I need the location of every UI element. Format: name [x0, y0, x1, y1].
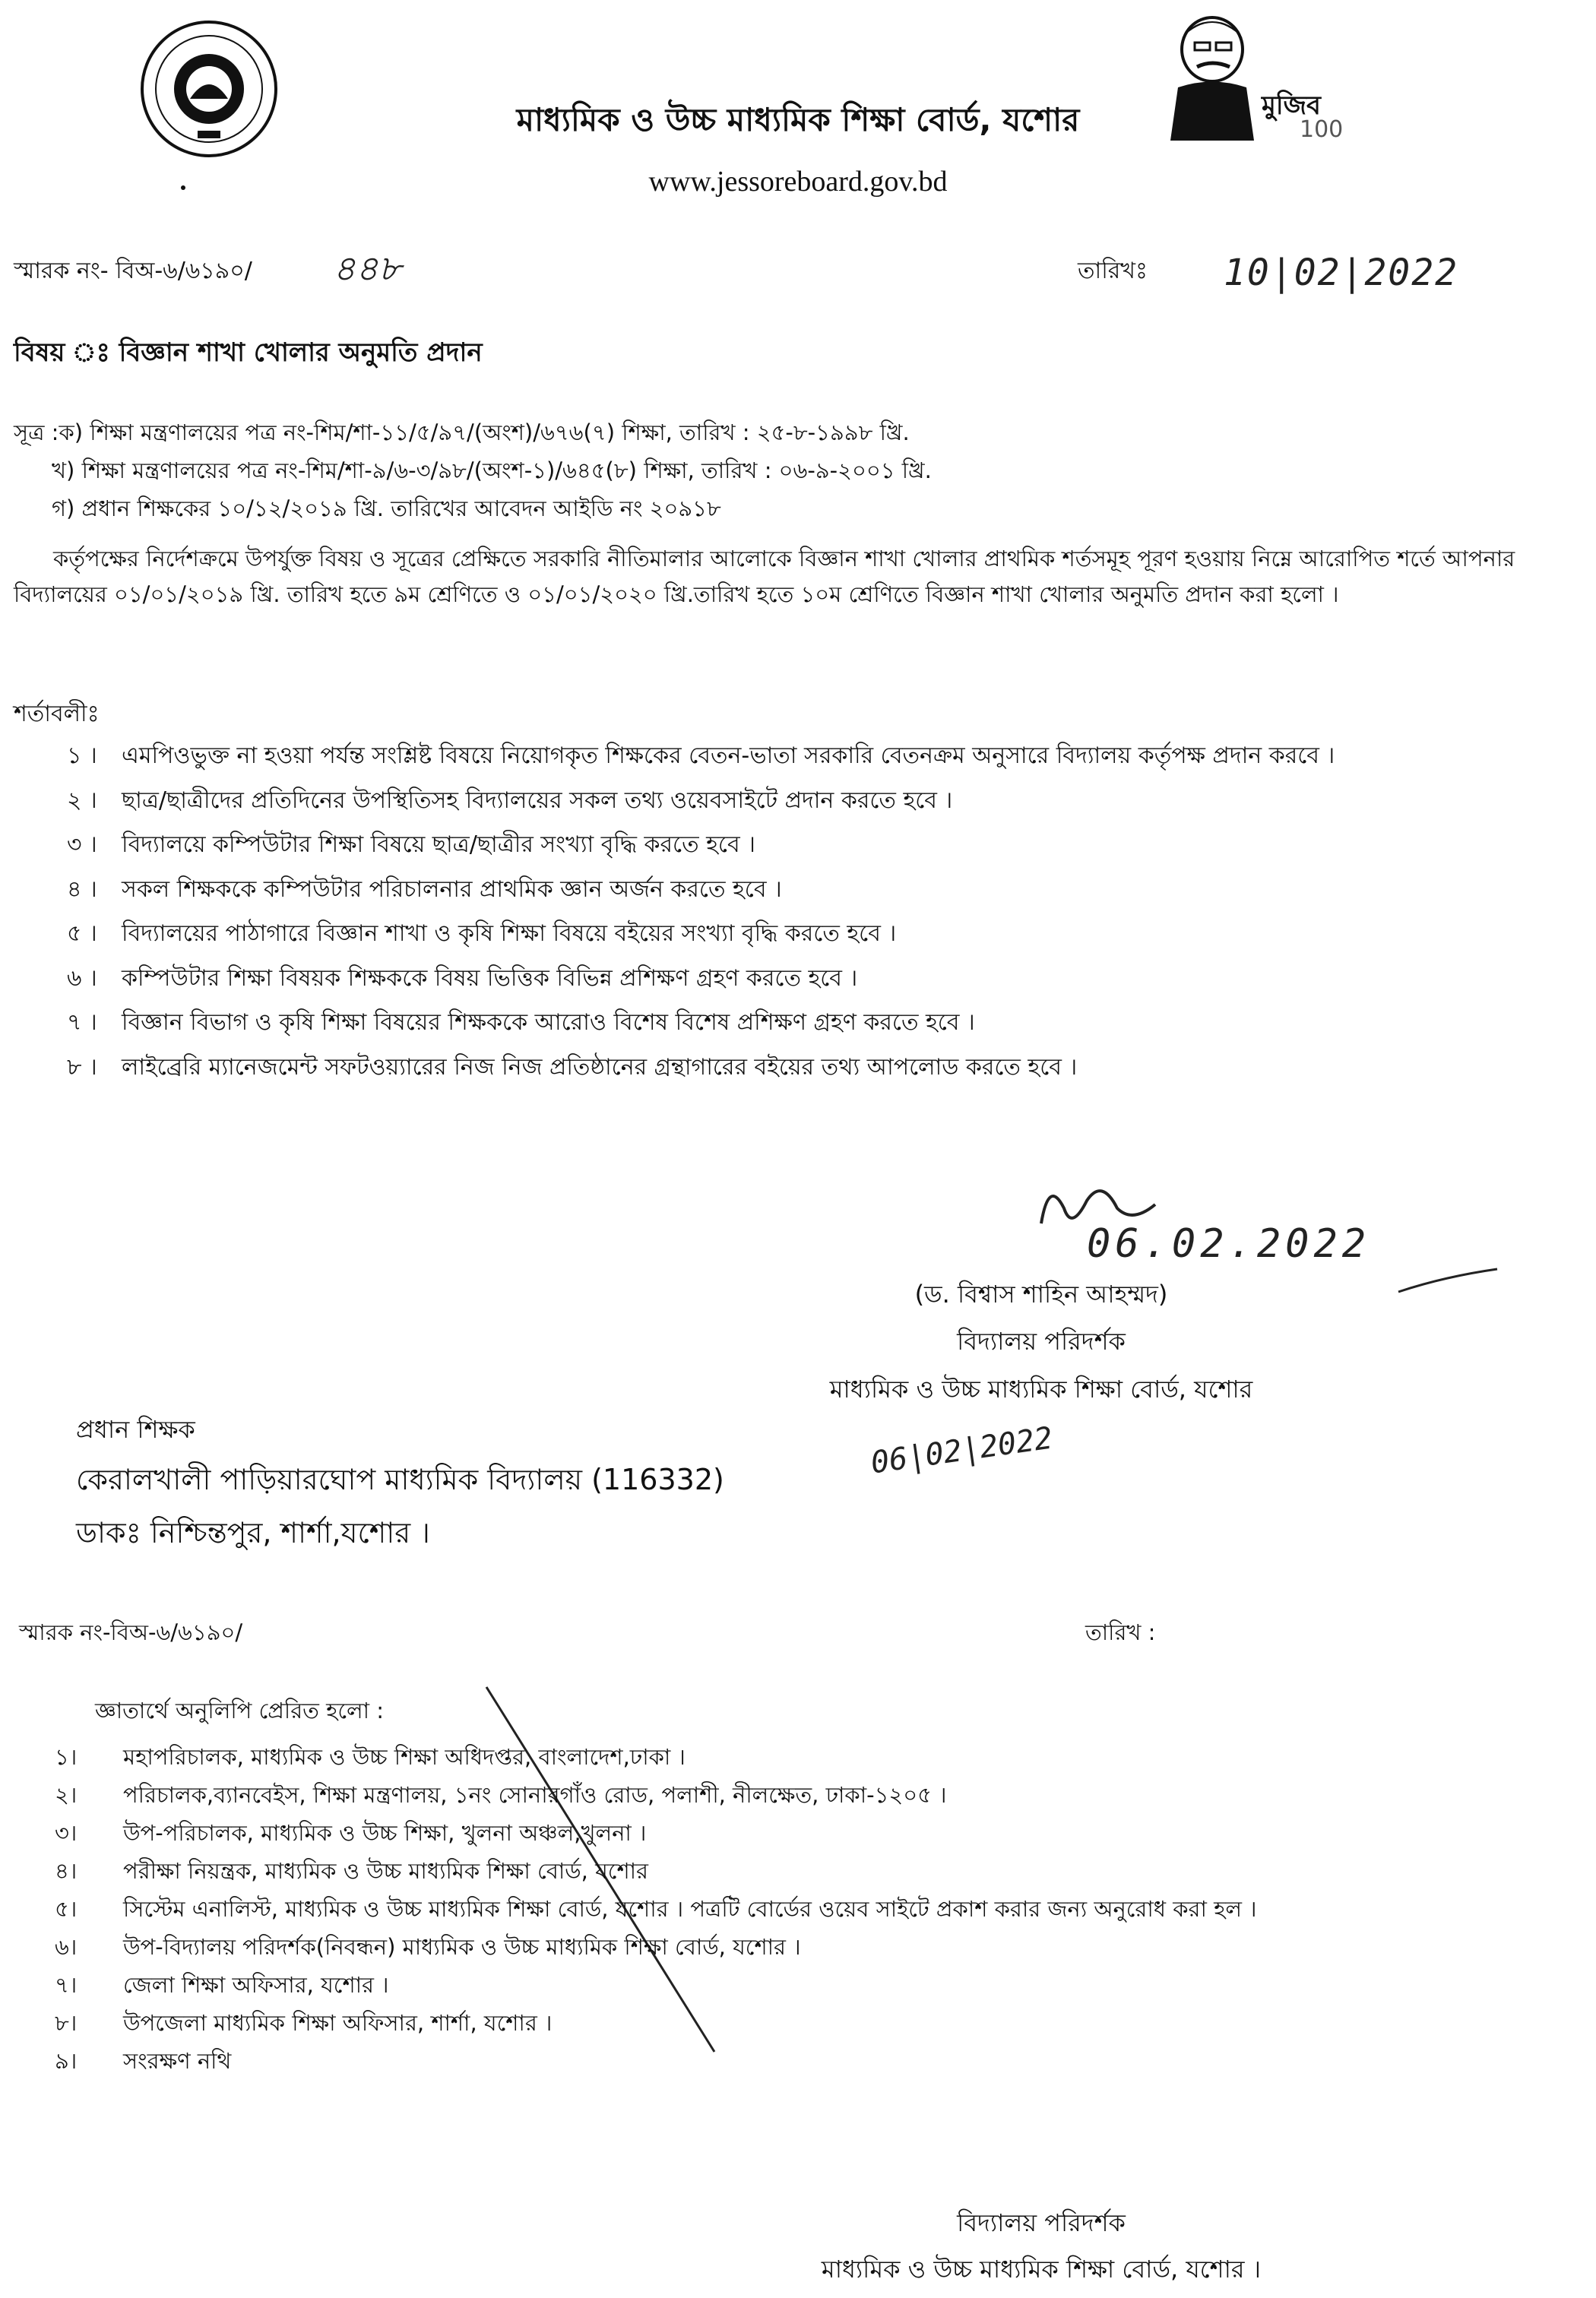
- copy-number: ৯।: [55, 2048, 78, 2074]
- condition-text: বিদ্যালয়ে কম্পিউটার শিক্ষা বিষয়ে ছাত্র/ছাত্রীর সংখ্যা বৃদ্ধি করতে হবে ।: [122, 831, 755, 858]
- conditions-list: [67, 739, 1579, 1094]
- condition-number: ৩ ।: [67, 831, 97, 858]
- board-website: www.jessoreboard.gov.bd: [648, 166, 948, 198]
- conditions-heading: শর্তাবলীঃ: [14, 701, 100, 727]
- condition-item: [67, 916, 1579, 952]
- condition-number: ৪ ।: [67, 875, 97, 903]
- copy-number: ৬।: [55, 1934, 78, 1960]
- copy-item: [55, 2042, 1567, 2080]
- copy-number: ২।: [55, 1782, 78, 1808]
- copy-item: [55, 1966, 1567, 2004]
- copy-number: ৭।: [55, 1972, 78, 1998]
- signature-block: [775, 1271, 1307, 1413]
- date-label: তারিখঃ: [1078, 258, 1148, 284]
- copy-number: ৪।: [55, 1858, 78, 1884]
- body-paragraph: কর্তৃপক্ষের নির্দেশক্রমে উপর্যুক্ত বিষয় ও সূত্রের প্রেক্ষিতে সরকারি নীতিমালার আলোকে বিজ্ঞান শাখা খোলার প্রাথমিক শর্তসমূহ পূরণ হওয়ায় নিম্নে আরোপিত শর্তে আপনার বিদ্যালয়ের ০১/০১/২০১৯ খ্রি. তারিখ হতে ৯ম শ্রেণিতে ও ০১/০১/২০২০ খ্রি.তারিখ হতে ১০ম শ্রেণিতে বিজ্ঞান শাখা খোলার অনুমতি প্রদান করা হলো ।: [14, 546, 1515, 607]
- condition-number: ১ ।: [67, 742, 97, 769]
- condition-item: [67, 961, 1579, 997]
- dot-mark: [181, 185, 185, 190]
- handwritten-initial-date: 06|02|2022: [868, 1420, 1055, 1481]
- condition-text: বিদ্যালয়ের পাঠাগারে বিজ্ঞান শাখা ও কৃষি শিক্ষা বিষয়ে বইয়ের সংখ্যা বৃদ্ধি করতে হবে ।: [122, 920, 897, 947]
- handwritten-memo-number: ৪৪৮: [333, 248, 401, 289]
- final-office: মাধ্যমিক ও উচ্চ মাধ্যমিক শিক্ষা বোর্ড, যশোর ।: [821, 2254, 1262, 2284]
- condition-item: [67, 828, 1579, 863]
- copy-text: পরীক্ষা নিয়ন্ত্রক, মাধ্যমিক ও উচ্চ মাধ্যমিক শিক্ষা বোর্ড, যশোর: [123, 1858, 648, 1884]
- reference-a: সূত্র :ক) শিক্ষা মন্ত্রণালয়ের পত্র নং-শিম/শা-১১/৫/৯৭/(অংশ)/৬৭৬(৭) শিক্ষা, তারিখ : ২৫-৮-১৯৯৮ খ্রি.: [14, 419, 910, 445]
- handwritten-date: 10|02|2022: [1224, 252, 1458, 294]
- condition-text: ছাত্র/ছাত্রীদের প্রতিদিনের উপস্থিতিসহ বিদ্যালয়ের সকল তথ্য ওয়েবসাইটে প্রদান করতে হবে ।: [122, 787, 953, 814]
- reference-b: খ) শিক্ষা মন্ত্রণালয়ের পত্র নং-শিম/শা-৯/৬-৩/৯৮/(অংশ-১)/৬৪৫(৮) শিক্ষা, তারিখ : ০৬-৯-২০০১ খ্রি.: [52, 457, 932, 483]
- condition-text: এমপিওভুক্ত না হওয়া পর্যন্ত সংশ্লিষ্ট বিষয়ে নিয়োগকৃত শিক্ষকের বেতন-ভাতা সরকারি বেতনক্রম অনুসারে বিদ্যালয় কর্তৃপক্ষ প্রদান করবে ।: [122, 742, 1335, 769]
- copy-item: [55, 1890, 1567, 1928]
- subject-line: বিষয় ঃ বিজ্ঞান শাখা খোলার অনুমতি প্রদান: [14, 337, 483, 368]
- reference-c: গ) প্রধান শিক্ষকের ১০/১২/২০১৯ খ্রি. তারিখের আবেদন আইডি নং ২০৯১৮: [52, 495, 721, 521]
- copy-text: জেলা শিক্ষা অফিসার, যশোর ।: [123, 1972, 389, 1998]
- condition-item: [67, 1050, 1579, 1086]
- copy-text: সিস্টেম এনালিস্ট, মাধ্যমিক ও উচ্চ মাধ্যমিক শিক্ষা বোর্ড, যশোর । পত্রটি বোর্ডের ওয়েব সাইটে প্রকাশ করার জন্য অনুরোধ করা হল ।: [123, 1896, 1257, 1922]
- condition-text: কম্পিউটার শিক্ষা বিষয়ক শিক্ষককে বিষয় ভিত্তিক বিভিন্ন প্রশিক্ষণ গ্রহণ করতে হবে ।: [122, 964, 858, 992]
- copy-intro: জ্ঞাতার্থে অনুলিপি প্রেরিত হলো :: [95, 1698, 385, 1724]
- signatory-office: মাধ্যমিক ও উচ্চ মাধ্যমিক শিক্ষা বোর্ড, যশোর: [829, 1374, 1253, 1404]
- copy-text: উপজেলা মাধ্যমিক শিক্ষা অফিসার, শার্শা, যশোর ।: [123, 2010, 553, 2036]
- copy-text: পরিচালক,ব্যানবেইস, শিক্ষা মন্ত্রণালয়, ১নং সোনারগাঁও রোড, পলাশী, নীলক্ষেত, ঢাকা-১২০৫ ।: [123, 1782, 947, 1808]
- condition-item: [67, 739, 1579, 774]
- final-designation: বিদ্যালয় পরিদর্শক: [957, 2208, 1126, 2237]
- condition-text: সকল শিক্ষককে কম্পিউটার পরিচালনার প্রাথমিক জ্ঞান অর্জন করতে হবে ।: [122, 875, 782, 903]
- condition-number: ৭ ।: [67, 1009, 97, 1036]
- condition-text: লাইব্রেরি ম্যানেজমেন্ট সফটওয়্যারের নিজ নিজ প্রতিষ্ঠানের গ্রন্থাগারের বইয়ের তথ্য আপলোড করতে হবে ।: [122, 1053, 1078, 1081]
- copy-text: উপ-বিদ্যালয় পরিদর্শক(নিবন্ধন) মাধ্যমিক ও উচ্চ মাধ্যমিক শিক্ষা বোর্ড, যশোর ।: [123, 1934, 801, 1960]
- condition-number: ২ ।: [67, 787, 97, 814]
- signatory-designation: বিদ্যালয় পরিদর্শক: [957, 1327, 1126, 1356]
- copy-item: [55, 1738, 1567, 1776]
- copy-list: [55, 1738, 1567, 2080]
- copy-memo-number: স্মারক নং-বিঅ-৬/৬১৯০/: [19, 1619, 243, 1645]
- condition-number: ৬ ।: [67, 964, 97, 992]
- copy-number: ৫।: [55, 1896, 78, 1922]
- recipient-address: ডাকঃ নিশ্চিন্তপুর, শার্শা,যশোর ।: [76, 1516, 430, 1549]
- condition-number: ৮ ।: [67, 1053, 97, 1081]
- final-signature-block: [775, 2200, 1307, 2293]
- condition-text: বিজ্ঞান বিভাগ ও কৃষি শিক্ষা বিষয়ের শিক্ষককে আরোও বিশেষ বিশেষ প্রশিক্ষণ গ্রহণ করতে হবে ।: [122, 1009, 975, 1036]
- copy-text: মহাপরিচালক, মাধ্যমিক ও উচ্চ শিক্ষা অধিদপ্তর, বাংলাদেশ,ঢাকা ।: [123, 1744, 686, 1770]
- copy-text: উপ-পরিচালক, মাধ্যমিক ও উচ্চ শিক্ষা, খুলনা অঞ্চল,খুলনা ।: [123, 1820, 647, 1846]
- copy-number: ৩।: [55, 1820, 78, 1846]
- svg-text:100: 100: [1300, 116, 1344, 143]
- copy-date-label: তারিখ :: [1085, 1619, 1156, 1645]
- condition-item: [67, 1005, 1579, 1041]
- condition-item: [67, 872, 1579, 908]
- copy-item: [55, 1776, 1567, 1814]
- signatory-name: (ড. বিশ্বাস শাহিন আহম্মদ): [914, 1280, 1168, 1309]
- memo-number: স্মারক নং- বিঅ-৬/৬১৯০/: [14, 258, 252, 284]
- condition-item: [67, 783, 1579, 819]
- copy-item: [55, 2004, 1567, 2042]
- board-title: মাধ্যমিক ও উচ্চ মাধ্যমিক শিক্ষা বোর্ড, যশোর: [516, 101, 1080, 138]
- recipient-school: কেরালখালী পাড়িয়ারঘোপ মাধ্যমিক বিদ্যালয় (116332): [76, 1463, 724, 1496]
- copy-number: ৮।: [55, 2010, 78, 2036]
- signature-date: 06.02.2022: [1087, 1221, 1371, 1267]
- copy-item: [55, 1814, 1567, 1852]
- copy-item: [55, 1852, 1567, 1890]
- svg-text:মুজিব: মুজিব: [1262, 90, 1321, 121]
- copy-text: সংরক্ষণ নথি: [123, 2048, 232, 2074]
- condition-number: ৫ ।: [67, 920, 97, 947]
- copy-item: [55, 1928, 1567, 1966]
- copy-number: ১।: [55, 1744, 78, 1770]
- recipient-title: প্রধান শিক্ষক: [76, 1415, 195, 1444]
